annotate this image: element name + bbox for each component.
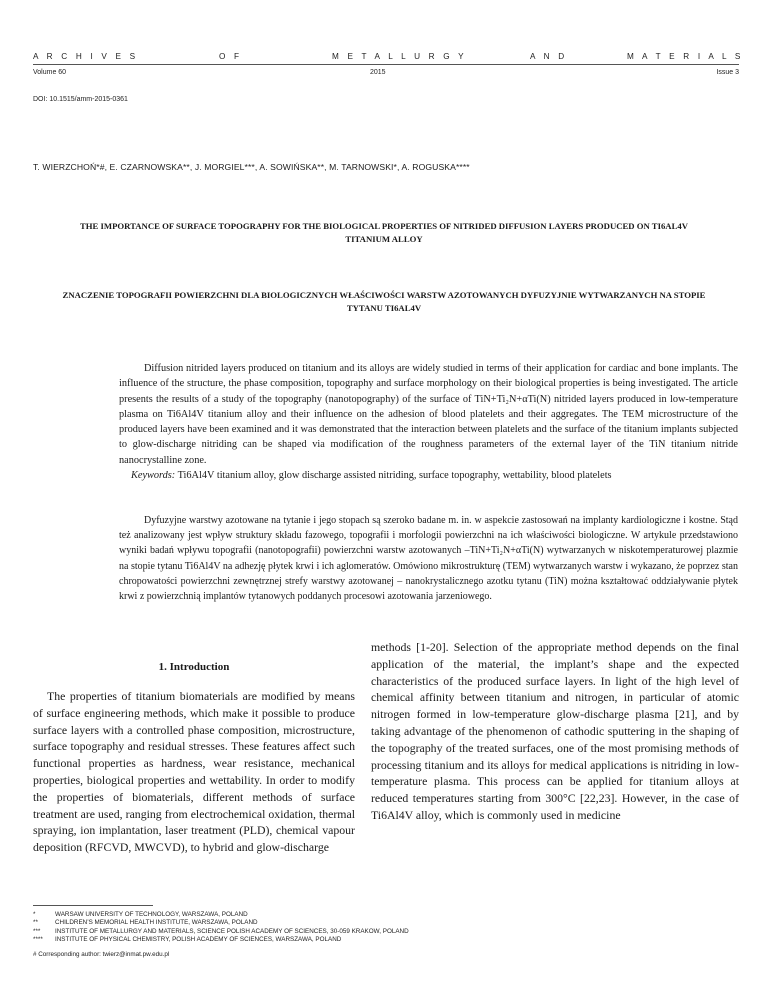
keywords-label: Keywords: [131,470,176,482]
year-label: 2015 [370,69,386,76]
article-title-en: THE IMPORTANCE OF SURFACE TOPOGRAPHY FOR THE BIOLOGICAL PROPERTIES OF NITRIDED DIFFUSION LAYERS PRODUCED ON TI6AL4V TITANIUM ALLOY [80,221,688,244]
keywords-line [119,468,738,483]
volume-label: Volume 60 [33,69,67,76]
section-heading: 1. Introduction [158,661,230,673]
author-list: T. WIERZCHOŃ*#, E. CZARNOWSKA**, J. MORGIEL***, A. SOWIŃSKA**, M. TARNOWSKI*, A. ROGUSKA**** [33,162,470,172]
abstract-en [119,361,738,483]
abstract-pl [119,513,738,604]
affiliation-item: * WARSAW UNIVERSITY OF TECHNOLOGY, WARSZAWA, POLAND [33,911,248,918]
intro-paragraph-right: methods [1-20]. Selection of the appropriate method depends on the final application of the material, the implant’s shape and the expected characteristics of the produced surface layers. In light of the high level of chemical affinity between titanium and nitrogen, in particular of atomic nitrogen formed in low-temperature glow-discharge plasma [21], and by taking advantage of the phenomenon of cathodic sputtering in the shaping of the topography of the treated surfaces, one of the most promising methods of processing titanium and its alloys for medical applications is nitriding in low-temperature plasma. This process can be applied for titanium alloys at reduced temperatures starting from 300°C [22,23]. However, in the case of Ti6Al4V alloy, which is commonly used in medicine [371,640,739,822]
intro-column-right [371,639,739,824]
masthead-word: O F [219,52,243,61]
masthead-word: A R C H I V E S [33,52,139,61]
keywords-text: Ti6Al4V titanium alloy, glow discharge assisted nitriding, surface topography, wettability, blood platelets [177,470,612,482]
article-title-pl: ZNACZENIE TOPOGRAFII POWIERZCHNI DLA BIOLOGICZNYCH WŁAŚCIWOŚCI WARSTW AZOTOWANYCH DYFUZYJNIE WYTWARZANYCH NA STOPIE TYTANU TI6AL4V [62,290,706,313]
intro-paragraph-left: The properties of titanium biomaterials are modified by means of surface engineering methods, which make it possible to produce surface layers with a controlled phase composition, microstructure, surface topography and residual stresses. These features affect such functional properties as hardness, wear resistance, mechanical properties, biological properties and wettability. In order to modify the properties of biomaterials, different methods of surface treatment are used, ranging from electrochemical oxidation, thermal spraying, ion implantation, laser treatment (PLD), chemical vapour deposition (RFCVD, MWCVD), to hybrid and glow-discharge [33,689,355,855]
affiliation-item: *** INSTITUTE OF METALLURGY AND MATERIALS, SCIENCE POLISH ACADEMY OF SCIENCES, 30-059 KRAKOW, POLAND [33,927,409,935]
corresponding-author: # Corresponding author: twierz@inmat.pw.edu.pl [33,950,170,958]
affiliations [33,911,409,959]
affiliation-item: **** INSTITUTE OF PHYSICAL CHEMISTRY, POLISH ACADEMY OF SCIENCES, WARSZAWA, POLAND [33,936,342,944]
masthead-word: M A T E R I A L S [627,52,744,61]
header-rule [33,64,739,65]
abstract-en-text: Diffusion nitrided layers produced on titanium and its alloys are widely studied in terms of their application for cardiac and bone implants. The influence of the structure, the phase composition, topography and surface morphology on their biological properties is being investigated. The article presents the results of a study of the topography (nanotopography) of the surface of TiN+Ti₂N+αTi(N) nitrided layers produced in low-temperature plasma on Ti6Al4V titanium alloy and their influence on the adhesion of blood platelets and their aggregates. The TEM microstructure of the produced layers have been examined and it was demonstrated that the interaction between platelets and the surface of the titanium implants subjected to glow-discharge nitriding can be shaped via modification of the roughness parameters of the external layer of the TiN titanium nitride nanocrystalline zone. [119,363,738,466]
intro-column-left [33,688,355,856]
issue-label: Issue 3 [716,69,739,76]
footnote-rule [33,905,153,906]
doi-label: DOI: 10.1515/amm-2015-0361 [33,96,128,103]
abstract-pl-text: Dyfuzyjne warstwy azotowane na tytanie i jego stopach są szeroko badane m. in. w aspekcie zastosowań na implanty kardiologiczne i kostne. Stąd też analizowany jest wpływ struktury składu fazowego, topografii i morfologii powierzchni na ich właściwości biologiczne. W artykule przedstawiono wyniki badań wpływu topografii (nanotopografii) powierzchni warstw azotowanych –TiN+Ti₂N+αTi(N) wytwarzanych w niskotemperaturowej plazmie na stopie tytanu Ti6Al4V na adhezję płytek krwi i ich aglomeratów. Omówiono mikrostrukturę (TEM) wytwarzanych warstw i wykazano, że poprzez stan chropowatości powierzchni zewnętrznej strefy warstwy azotowanej – nanokrystalicznego azotku tytanu (TiN) można kształtować oddziaływanie płytek krwi z powierzchnią implantów tytanowych poddanych procesowi azotowania jarzeniowego. [119,515,738,603]
masthead-word: A N D [530,52,568,61]
affiliation-item: ** CHILDREN’S MEMORIAL HEALTH INSTITUTE, WARSZAWA, POLAND [33,919,258,927]
masthead-word: M E T A L L U R G Y [332,52,467,61]
